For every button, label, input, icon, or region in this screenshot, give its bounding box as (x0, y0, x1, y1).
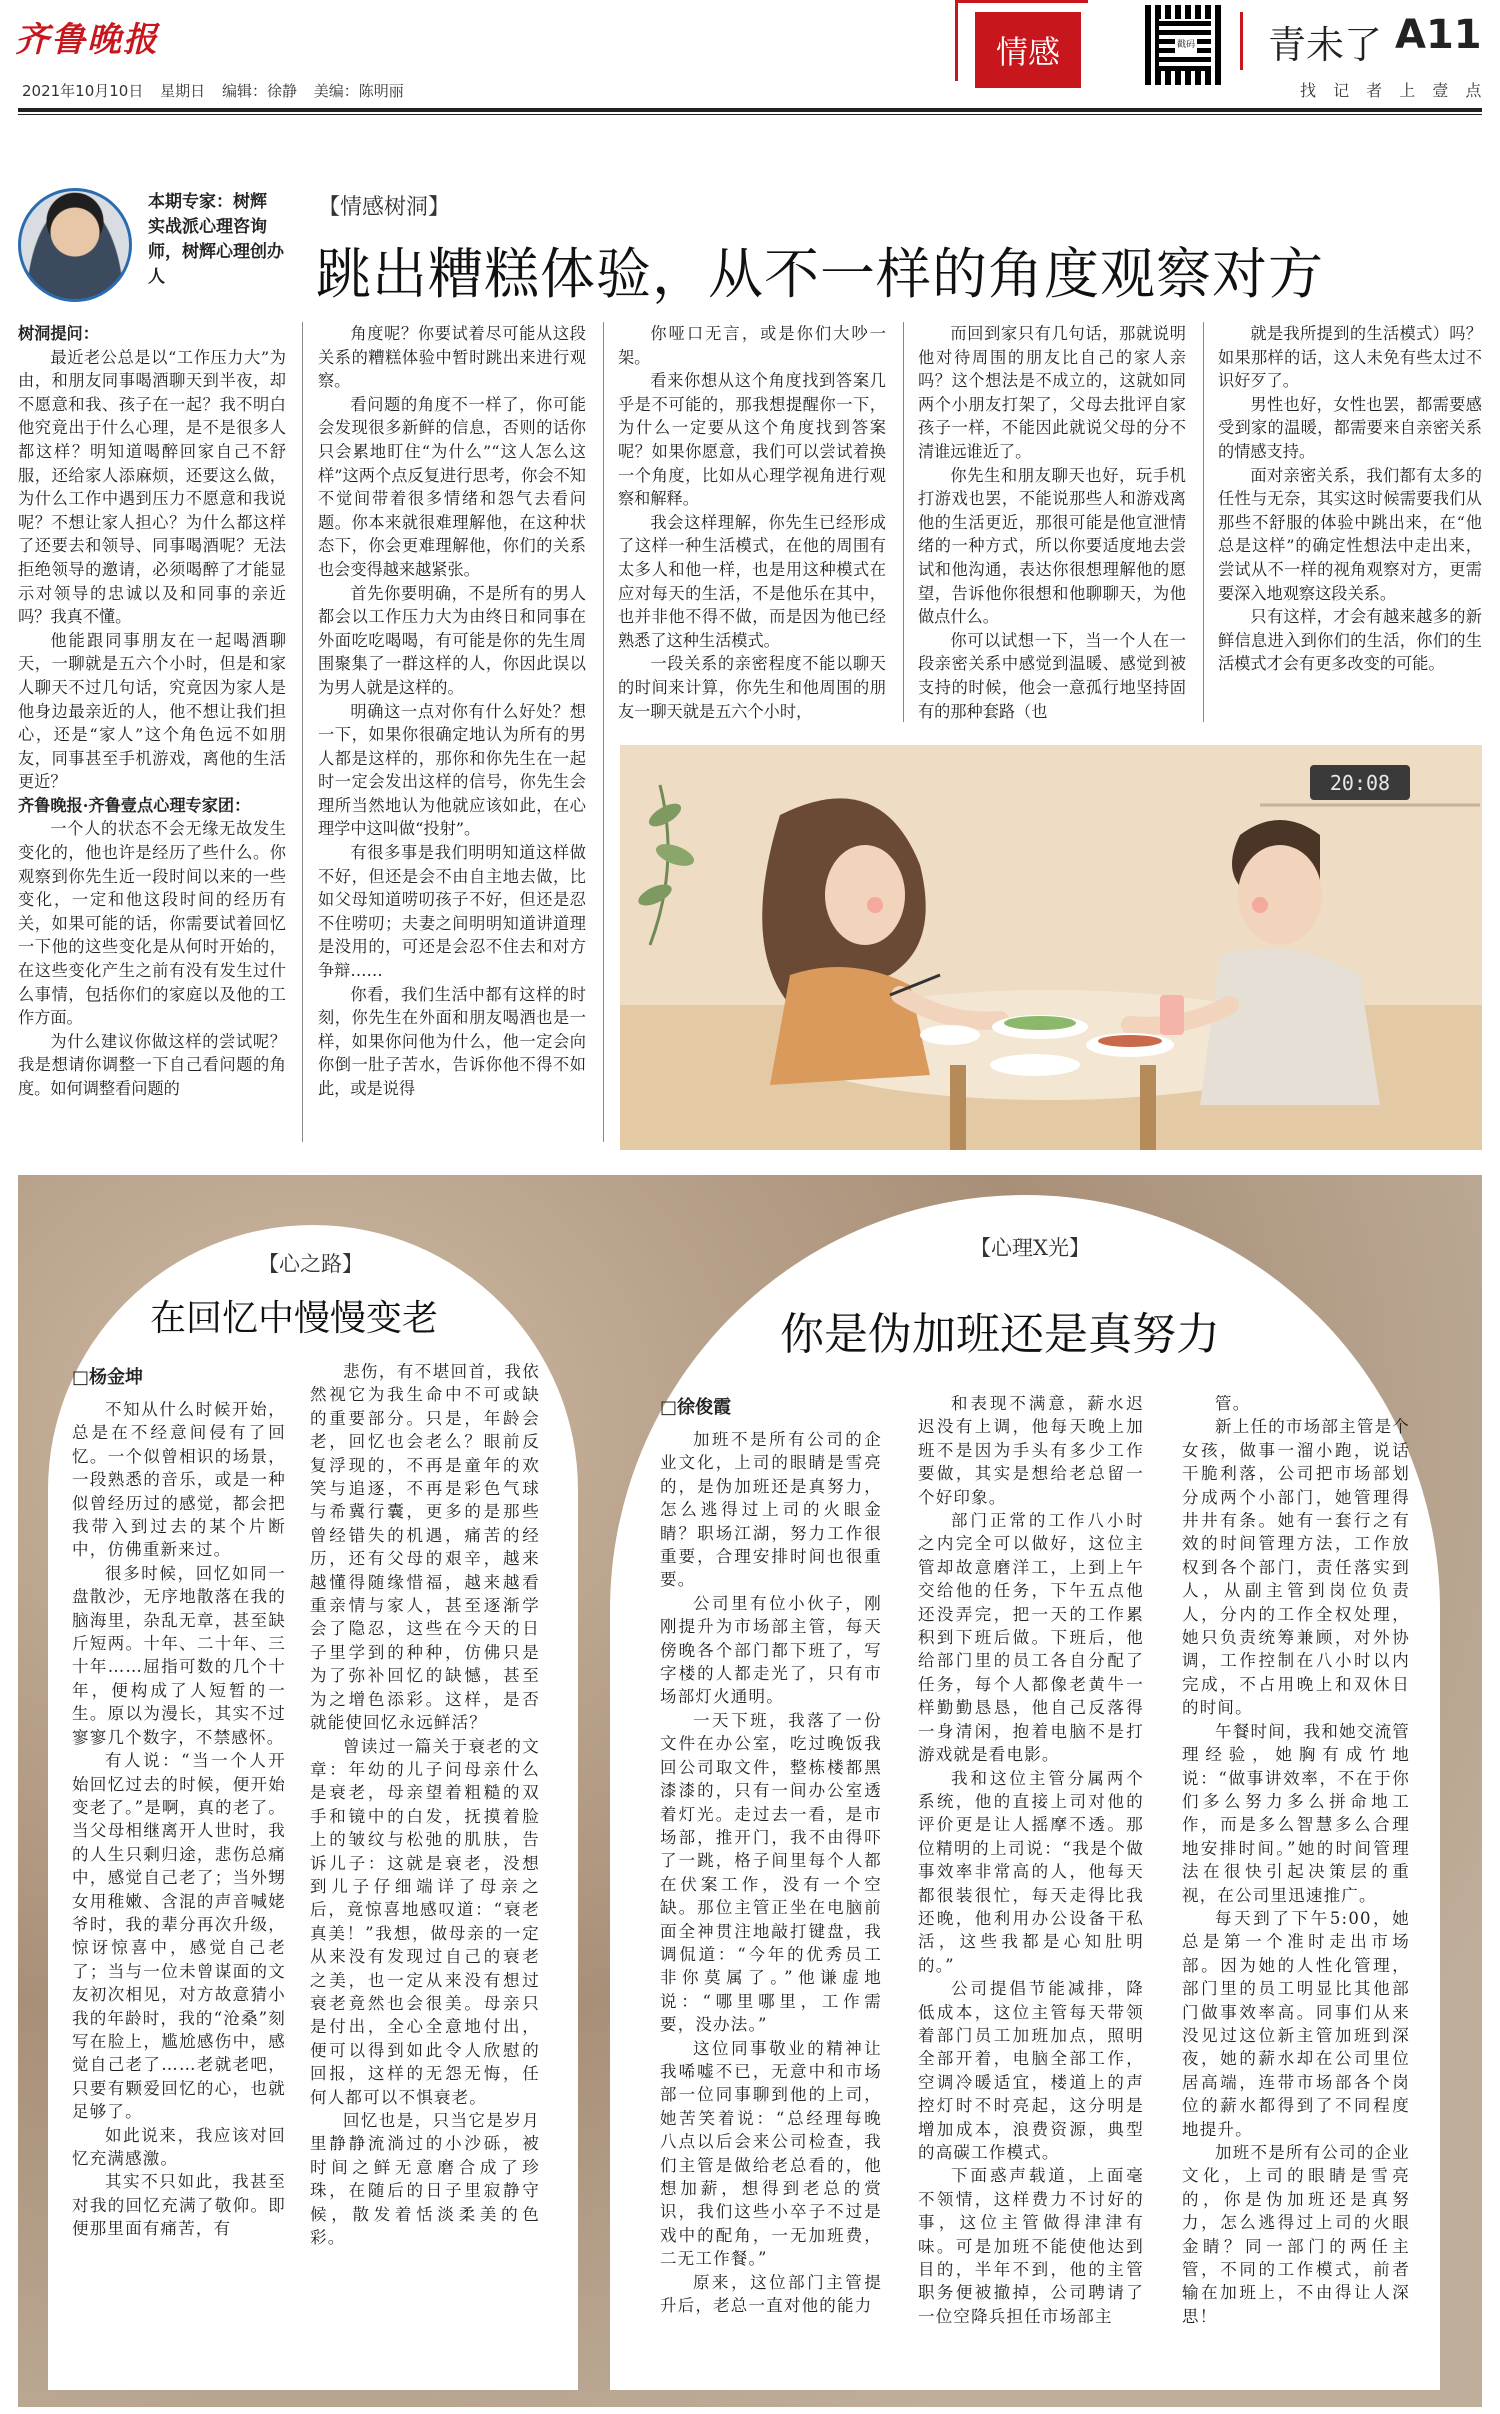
paragraph: 角度呢？你要试着尽可能从这段关系的糟糕体验中暂时跳出来进行观察。 (318, 324, 586, 391)
right-column-3 (1182, 1392, 1410, 2328)
right-author: □徐俊霞 (660, 1397, 732, 1418)
paragraph: 公司里有位小伙子，刚刚提升为市场部主管，每天傍晚各个部门都下班了，写字楼的人都走光了，只有市场部灯火通明。 (660, 1593, 882, 1707)
main-column-2 (318, 322, 586, 1101)
main-column-3 (618, 322, 886, 723)
paragraph: 部门正常的工作八小时之内完全可以做好，这位主管却故意磨洋工，上到上午交给他的任务，下午五点他还没弄完，把一天的工作累积到下班后做。下班后，他给部门里的员工各自分配了任务，每个人都像老黄牛一样勤勤恳恳，他自己反落得一身清闲，抱着电脑不是打游戏就是看电影。 (918, 1511, 1144, 1765)
dateline (22, 80, 416, 101)
issue-date: 2021年10月10日 (22, 82, 144, 100)
paragraph: 有很多事是我们明明知道这样做不好，但还是会不由自主地去做，比如父母知道唠叨孩子不好，但还是忍不住唠叨；夫妻之间明明知道讲道理是没用的，可还是会忍不住去和对方争辩…… (318, 843, 586, 981)
main-headline: 跳出糟糕体验，从不一样的角度观察对方 (316, 242, 1325, 306)
couple-illustration (620, 745, 1482, 1150)
paragraph: 一个人的状态不会无缘无故发生变化的，他也许是经历了些什么。你观察到你先生近一段时间以来的一些变化，一定和他这段时间的经历有关，如果可能的话，你需要试着回忆一下他的这些变化是从何时开始的，在这些变化产生之前有没有发生过什么事情，包括你们的家庭以及他的工作方面。 (18, 819, 286, 1028)
header-divider (1240, 12, 1243, 70)
paragraph: 一段关系的亲密程度不能以聊天的时间来计算，你先生和他周围的朋友一聊天就是五六个小时， (618, 654, 886, 721)
left-column-1 (72, 1398, 286, 2241)
paragraph: 和表现不满意，薪水迟迟没有上调，他每天晚上加班不是因为手头有多少工作要做，其实是想给老总留一个好印象。 (918, 1394, 1144, 1507)
paragraph: 新上任的市场部主管是个女孩，做事一溜小跑，说话干脆利落，公司把市场部划分成两个小部门，她管理得井井有条。她有一套行之有效的时间管理方法，工作放权到各个部门，责任落实到人，从副主管到岗位负责人，分内的工作全权处理，她只负责统筹兼顾，对外协调，工作控制在八小时以内完成，不占用晚上和双休日的时间。 (1182, 1417, 1410, 1718)
paragraph: 其实不只如此，我甚至对我的回忆充满了敬仰。即便那里面有痛苦，有 (72, 2172, 286, 2239)
paragraph: 很多时候，回忆如同一盘散沙，无序地散落在我的脑海里，杂乱无章，甚至缺斤短两。十年、二十年、三十年……屈指可数的几个十年，便构成了人短暂的一生。原以为漫长，其实不过寥寥几个数字，不禁感怀。 (72, 1563, 286, 1747)
paragraph: 管。 (1215, 1394, 1251, 1413)
newspaper-logo: 齐鲁晚报 (15, 20, 159, 60)
paragraph: 这位同事敬业的精神让我唏嘘不已，无意中和市场部一位同事聊到他的上司，她苦笑着说：“总经理每晚八点以后会来公司检查，我们主管是做给老总看的，他想加薪，想得到老总的赏识，我们这些小卒子不过是戏中的配角，一无加班费，二无工作餐。” (660, 2038, 882, 2269)
paragraph: 他能跟同事朋友在一起喝酒聊天，一聊就是五六个小时，但是和家人聊天不过几句话，究竟因为家人是他身边最亲近的人，他不想让我们担心，还是“家人”这个角色远不如朋友，同事甚至手机游戏，离他的生活更近？ (18, 630, 286, 792)
column-divider (302, 322, 303, 1142)
paragraph: 下面惑声载道，上面毫不领情，这样费力不讨好的事，这位主管做得津津有味。可是加班不能使他达到目的，半年不到，他的主管职务便被撤掉，公司聘请了一位空降兵担任市场部主 (918, 2166, 1144, 2326)
paragraph: 首先你要明确，不是所有的男人都会以工作压力大为由终日和同事在外面吃吃喝喝，有可能是你的先生周围聚集了一群这样的人，你因此误以为男人就是这样的。 (318, 583, 586, 697)
paragraph: 只有这样，才会有越来越多的新鲜信息进入到你们的生活，你们的生活模式才会有更多改变的可能。 (1218, 607, 1482, 674)
header-rule (18, 108, 1482, 112)
paragraph: 树洞提问： (18, 324, 99, 343)
header-rule-thin (18, 114, 1482, 115)
paragraph: 曾读过一篇关于衰老的文章：年幼的儿子问母亲什么是衰老，母亲望着粗糙的双手和镜中的白发，抚摸着脸上的皱纹与松弛的肌肤，告诉儿子：这就是衰老，没想到儿子仔细端详了母亲之后，竟惊喜地感叹道：“衰老真美！”我想，做母亲的一定从来没有发现过自己的衰老之美，也一定从来没有想过衰老竟然也会很美。母亲只是付出，全心全意地付出，便可以得到如此令人欣慰的回报，这样的无怨无悔，任何人都可以不惧衰老。 (310, 1736, 540, 2107)
page-slogan: 找 记 者 上 壹 点 (1300, 81, 1488, 100)
paragraph: 原来，这位部门主管提升后，老总一直对他的能力 (660, 2272, 882, 2316)
section-tab: 情感 (975, 12, 1081, 88)
paragraph: 你哑口无言，或是你们大吵一架。 (618, 324, 886, 367)
paragraph: 一天下班，我落了一份文件在办公室，吃过晚饭我回公司取文件，整栋楼都黑漆漆的，只有一间办公室透着灯光。走过去一看，是市场部，推开门，我不由得吓了一跳，格子间里每个人都在伏案工作，没有一个空缺。那位主管正坐在电脑前面全神贯注地敲打键盘，我调侃道：“今年的优秀员工非你莫属了。”他谦虚地说：“哪里哪里，工作需要，没办法。” (660, 1710, 882, 2035)
paragraph: 最近老公总是以“工作压力大”为由，和朋友同事喝酒聊天到半夜，却不愿意和我、孩子在一起？我不明白他究竟出于什么心理，是不是很多人都这样？明知道喝醉回家自己不舒服，还给家人添麻烦，还要这么做，为什么工作中遇到压力不愿意和我说呢？不想让家人担心？为什么都这样了还要去和领导、同事喝酒呢？无法拒绝领导的邀请，必须喝醉了才能显示对领导的忠诚以及和同事的亲近吗？我真不懂。 (18, 347, 286, 627)
right-kicker: 【心理X光】 (970, 1236, 1090, 1260)
column-divider (903, 322, 904, 722)
paragraph: 如此说来，我应该对回忆充满感激。 (72, 2125, 286, 2168)
paragraph: 男性也好，女性也罢，都需要感受到家的温暖，都需要来自亲密关系的情感支持。 (1218, 394, 1482, 461)
paragraph: 不知从什么时候开始，总是在不经意间侵有了回忆。一个似曾相识的场景，一段熟悉的音乐，或是一种似曾经历过的感觉，都会把我带入到过去的某个片断中，仿佛重新来过。 (72, 1400, 286, 1560)
expert-avatar (18, 188, 132, 302)
paragraph: 悲伤，有不堪回首，我依然视它为我生命中不可或缺的重要部分。只是，年龄会老，回忆也会老么？眼前反复浮现的，不再是童年的欢笑与追逐，不再是彩色气球与希冀行囊，更多的是那些曾经错失的机遇，痛苦的经历，还有父母的艰辛，越来越懂得随缘惜福，越来越看重亲情与家人，甚至逐渐学会了隐忍，这些在今天的日子里学到的种种，仿佛只是为了弥补回忆的缺憾，甚至为之增色添彩。这样，是否就能使回忆永远鲜活？ (310, 1362, 540, 1733)
left-headline: 在回忆中慢慢变老 (150, 1298, 439, 1339)
paragraph: 看来你想从这个角度找到答案几乎是不可能的，那我想提醒你一下，为什么一定要从这个角度找到答案呢？如果你愿意，我们可以尝试着换一个角度，比如从心理学视角进行观察和解释。 (618, 371, 886, 509)
column-divider (603, 322, 604, 1142)
left-author: □杨金坤 (72, 1367, 144, 1388)
paragraph: 齐鲁晚报·齐鲁壹点心理专家团： (18, 795, 251, 815)
main-column-5 (1218, 322, 1482, 676)
clock-readout: 20:08 (1329, 771, 1391, 795)
page-title: 青未了 (1268, 23, 1383, 67)
paragraph: 明确这一点对你有什么好处？想一下，如果你很确定地认为所有的男人都是这样的，那你和你先生在一起时一定会发出这样的信号，你先生会理所当然地认为他就应该如此，在心理学中这叫做“投射”。 (318, 701, 586, 839)
paragraph: 我会这样理解，你先生已经形成了这样一种生活模式，在他的周围有太多人和他一样，也是用这种模式在应对每天的生活，不是他乐在其中，也并非他不得不做，而是因为他已经熟悉了这种生活模式。 (618, 512, 886, 650)
right-column-1 (660, 1428, 882, 2317)
paragraph: 加班不是所有公司的企业文化，上司的眼睛是雪亮的，你是伪加班还是真努力，怎么逃得过上司的火眼金睛？同一部门的两任主管，不同的工作模式，前者输在加班上，不由得让人深思！ (1182, 2143, 1410, 2326)
page-number: A11 (1395, 12, 1482, 58)
paragraph: 你看，我们生活中都有这样的时刻，你先生在外面和朋友喝酒也是一样，如果你问他为什么，他一定会向你倒一肚子苦水，告诉你他不得不如此，或是说得 (318, 984, 586, 1098)
expert-bio: 本期专家：树辉 实战派心理咨询师，树辉心理创办人 (148, 192, 284, 287)
editor-credit: 编辑：徐静 (221, 82, 297, 100)
main-column-1 (18, 322, 286, 1101)
qr-caption: 戳码 (1175, 37, 1197, 53)
paragraph: 午餐时间，我和她交流管理经验，她胸有成竹地说：“做事讲效率，不在于你们多么努力多么拼命地工作，而是多么智慧多么合理地安排时间。”她的时间管理法在很快引起决策层的重视，在公司里迅速推广。 (1182, 1721, 1410, 1905)
column-divider (1203, 322, 1204, 722)
paragraph: 面对亲密关系，我们都有太多的任性与无奈，其实这时候需要我们从那些不舒服的体验中跳出来，在“他总是这样”的确定性想法中走出来，尝试从不一样的视角观察对方，更需要深入地观察这段关系。 (1218, 465, 1482, 603)
paragraph: 你可以试想一下，当一个人在一段亲密关系中感觉到温暖、感觉到被支持的时候，他会一意孤行地坚持固有的那种套路（也 (918, 630, 1186, 721)
paragraph: 我和这位主管分属两个系统，他的直接上司对他的评价更是让人摇摩不透。那位精明的上司说：“我是个做事效率非常高的人，他每天都很装很忙，每天走得比我还晚，他利用办公设备干私活，这些我都是心知肚明的。” (918, 1768, 1144, 1975)
paragraph: 公司提倡节能减排，降低成本，这位主管每天带领着部门员工加班加点，照明全部开着，电脑全部工作，空调冷暖适宜，楼道上的声控灯时不时亮起，这分明是增加成本，浪费资源，典型的高碳工作模式。 (918, 1979, 1144, 2162)
left-column-2 (310, 1360, 540, 2249)
paragraph: 每天到了下午5:00，她总是第一个准时走出市场部。因为她的人性化管理，部门里的员工明显比其他部门做事效率高。同事们从来没见过这位新主管加班到深夜，她的薪水却在公司里位居高端，连带市场部各个岗位的薪水都得到了不同程度地提升。 (1182, 1908, 1410, 2139)
paragraph: 就是我所提到的生活模式）吗？如果那样的话，这人未免有些太过不识好歹了。 (1218, 324, 1482, 391)
main-kicker: 【情感树洞】 (318, 195, 451, 220)
right-column-2 (918, 1392, 1144, 2328)
qr-code-icon[interactable] (1145, 5, 1225, 85)
paragraph: 为什么建议你做这样的尝试呢？我是想请你调整一下自己看问题的角度。如何调整看问题的 (18, 1031, 286, 1098)
paragraph: 加班不是所有公司的企业文化，上司的眼睛是雪亮的，是伪加班还是真努力，怎么逃得过上司的火眼金睛？职场江湖，努力工作很重要，合理安排时间也很重要。 (660, 1430, 882, 1590)
weekday: 星期日 (160, 82, 206, 100)
paragraph: 而回到家只有几句话，那就说明他对待周围的朋友比自己的家人亲吗？这个想法是不成立的，这就如同两个小朋友打架了，父母去批评自家孩子一样，不能因此就说父母的分不清谁远谁近了。 (918, 324, 1186, 461)
right-headline: 你是伪加班还是真努力 (780, 1309, 1220, 1360)
paragraph: 你先生和朋友聊天也好，玩手机打游戏也罢，不能说那些人和游戏离他的生活更近，那很可能是他宣泄情绪的一种方式，所以你要适度地去尝试和他沟通，表达你很想理解他的愿望，告诉他你很想和他聊聊天，为他做点什么。 (918, 465, 1186, 627)
designer-credit: 美编：陈明丽 (313, 82, 404, 100)
paragraph: 回忆也是，只当它是岁月里静静流淌过的小沙砾，被时间之鲜无意磨合成了珍珠，在随后的日子里寂静守候，散发着恬淡柔美的色彩。 (310, 2111, 540, 2248)
left-kicker: 【心之路】 (258, 1252, 363, 1276)
paragraph: 有人说：“当一个人开始回忆过去的时候，便开始变老了。”是啊，真的老了。当父母相继离开人世时，我的人生只剩归途，悲伤总痛中，感觉自己老了；当外甥女用稚嫩、含混的声音喊姥爷时，我的辈分再次升级，惊讶惊喜中，感觉自己老了；当与一位未曾谋面的文友初次相见，对方故意猜小我的年龄时，我的“沧桑”刻写在脸上，尴尬感伤中，感觉自己老了……老就老吧，只要有颗爱回忆的心，也就足够了。 (72, 1751, 286, 2122)
paragraph: 看问题的角度不一样了，你可能会发现很多新鲜的信息，否则的话你只会累地盯住“为什么”“这人怎么这样”这两个点反复进行思考，你会不知不觉间带着很多情绪和怨气去看问题。你本来就很难理解他，在这种状态下，你会更难理解他，你们的关系也会变得越来越紧张。 (318, 394, 586, 579)
main-column-4 (918, 322, 1186, 723)
